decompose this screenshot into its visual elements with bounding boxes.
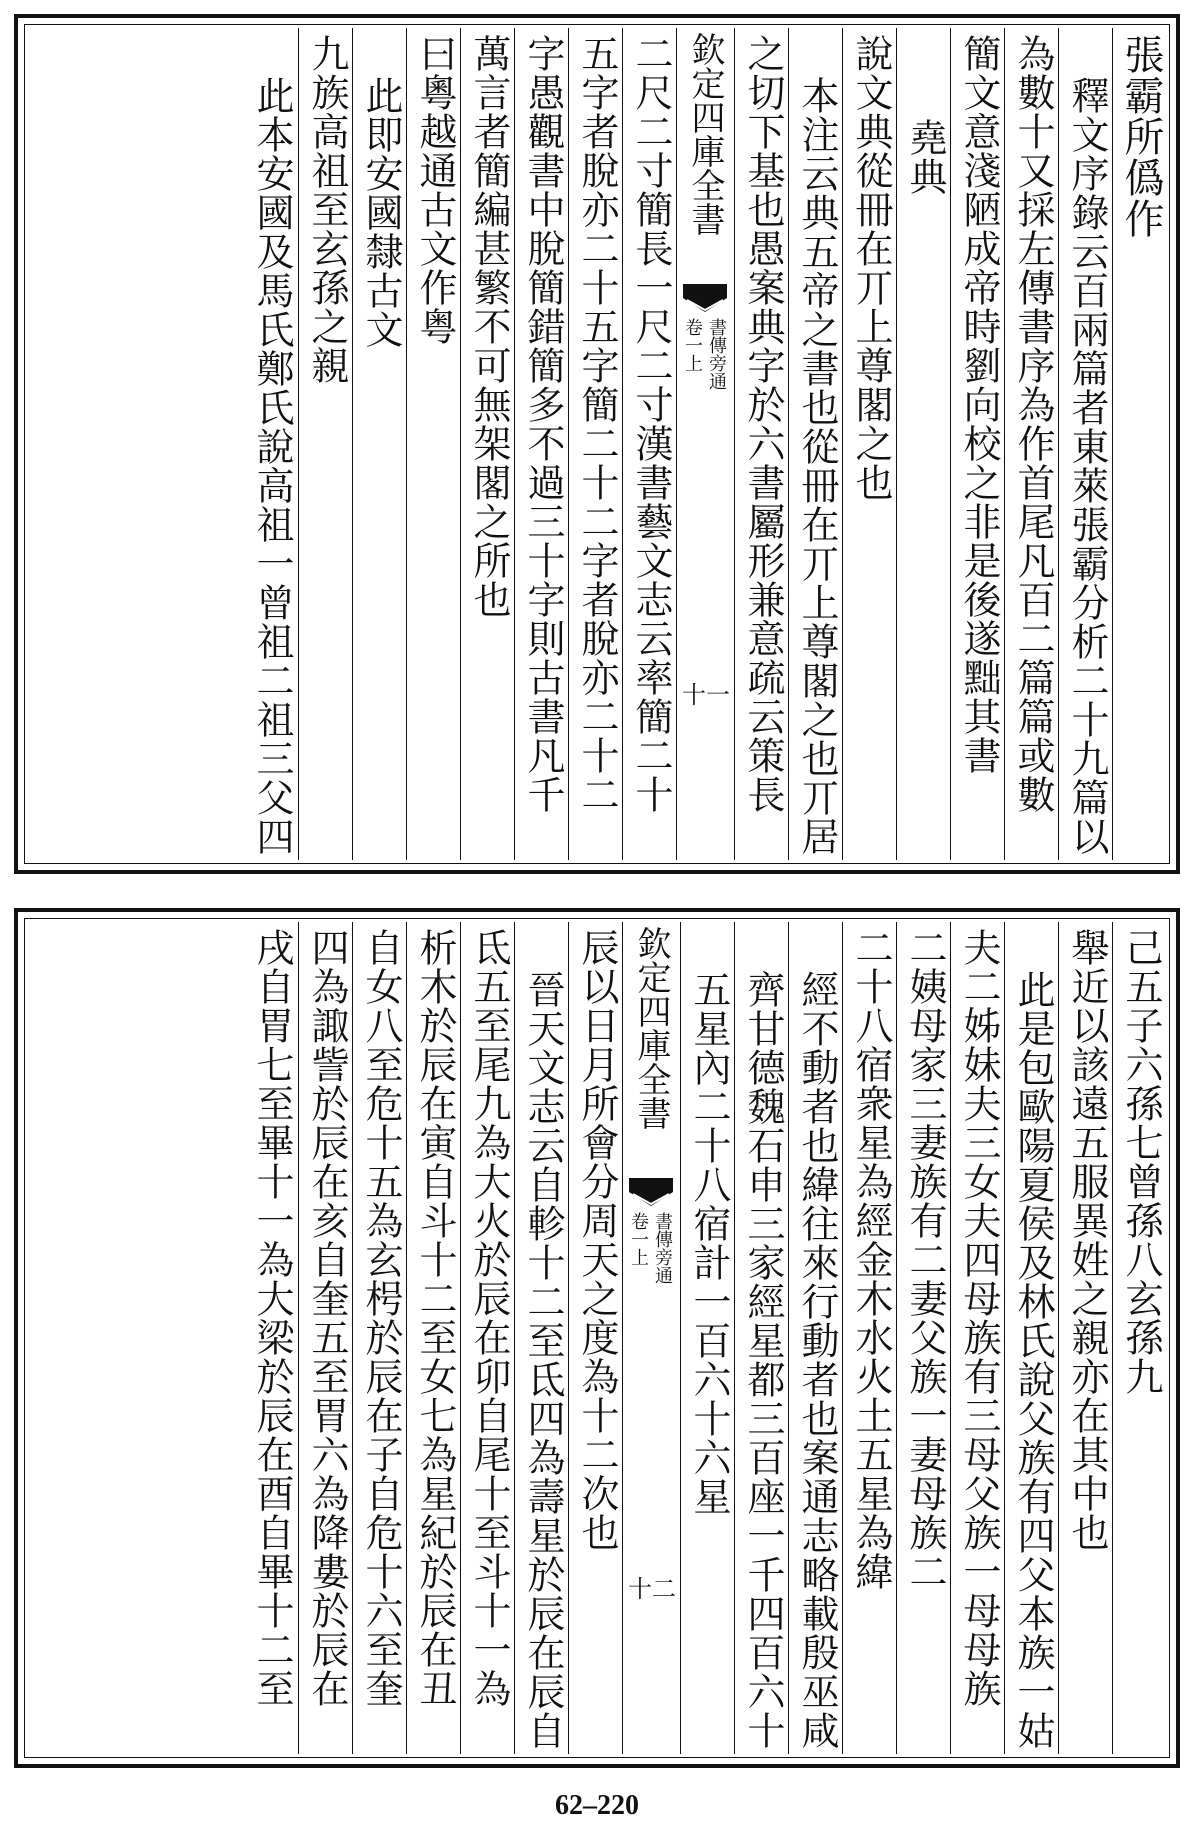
- column-text: 自女八至危十五為玄枵於辰在子自危十六至奎: [359, 928, 403, 1708]
- column-text: 四為諏訾於辰在亥自奎五至胃六為降婁於辰在: [305, 928, 349, 1708]
- text-column: [568, 922, 622, 1754]
- column-text: 經不動者也緯往來行動者也案通志略載殷巫咸: [795, 970, 839, 1750]
- leaf-number: 十一: [682, 681, 730, 709]
- column-text: 己五子六孫七曾孫八玄孫九: [1119, 928, 1163, 1396]
- text-column: [244, 922, 298, 1754]
- text-column: [352, 922, 406, 1754]
- text-column: [1058, 28, 1112, 860]
- book-title: 欽定四庫全書: [631, 926, 671, 1130]
- column-text: 齊甘德魏石申三家經星都三百座一千四百六十: [741, 970, 785, 1750]
- column-text: 五星內二十八宿計一百六十六星: [687, 970, 731, 1516]
- column-text: 曰粵越通古文作粤: [413, 34, 457, 346]
- volume-subtitle: [627, 1212, 673, 1284]
- column-text: 本注云典五帝之書也從冊在丌上尊閣之也丌居: [795, 76, 839, 856]
- column-text: 此是包歐陽夏侯及林氏說父族有四父本族一姑: [1011, 970, 1055, 1750]
- text-column: [622, 28, 676, 860]
- column-text: 為數十又採左傳書序為作首尾凡百二篇篇或數: [1011, 34, 1055, 814]
- column-text: 萬言者簡編甚繁不可無架閣之所也: [467, 34, 511, 619]
- text-column: [298, 28, 352, 860]
- column-text: 晉天文志云自軫十二至氐四為壽星於辰在辰自: [521, 970, 565, 1750]
- column-text: 簡文意淺陋成帝時劉向校之非是後遂黜其書: [957, 34, 1001, 775]
- upper-page-columns: [28, 28, 1166, 860]
- column-text: 說文典從冊在丌上尊閣之也: [849, 34, 893, 502]
- text-column: [1004, 28, 1058, 860]
- text-column: [514, 922, 568, 1754]
- column-text: 張霸所僞作: [1118, 34, 1164, 239]
- text-column: [1004, 922, 1058, 1754]
- text-column: [680, 922, 734, 1754]
- text-column: [842, 922, 896, 1754]
- lower-page: [14, 908, 1180, 1768]
- leaf-number: 十二: [628, 1575, 676, 1603]
- text-column: [460, 922, 514, 1754]
- column-text: 釋文序錄云百兩篇者東萊張霸分析二十九篇以: [1065, 76, 1109, 856]
- fishtail-mark-icon: [683, 284, 727, 312]
- column-text: 之切下基也愚案典字於六書屬形兼意疏云策長: [741, 34, 785, 814]
- column-text: 氐五至尾九為大火於辰在卯自尾十至斗十一為: [467, 928, 511, 1708]
- text-column: [406, 28, 460, 860]
- column-text: 二尺二寸簡長一尺二寸漢書藝文志云率簡二十: [629, 34, 673, 814]
- text-column: [244, 28, 298, 860]
- volume-subtitle: [681, 318, 727, 390]
- center-fold-gutter: [622, 922, 680, 1754]
- text-column: [1112, 28, 1166, 860]
- column-text: 辰以日月所會分周天之度為十二次也: [575, 928, 619, 1552]
- upper-page: [14, 14, 1180, 874]
- column-text: 析木於辰在寅自斗十二至女七為星紀於辰在丑: [413, 928, 457, 1708]
- text-column: [950, 28, 1004, 860]
- text-column: [1058, 922, 1112, 1754]
- footer-page-number: 62–220: [555, 1790, 639, 1821]
- column-text: 堯典: [903, 118, 947, 196]
- text-column: [352, 28, 406, 860]
- column-text: 夫二姊妹夫三女夫四母族有三母父族一母母族: [957, 928, 1001, 1708]
- column-text: 舉近以該遠五服異姓之親亦在其中也: [1065, 928, 1109, 1552]
- text-column: [734, 922, 788, 1754]
- book-title: 欽定四庫全書: [685, 32, 725, 236]
- text-column: [406, 922, 460, 1754]
- volume-label: 卷一上: [682, 318, 703, 372]
- volume-label: 卷一上: [628, 1212, 649, 1266]
- text-column: [842, 28, 896, 860]
- column-text: 此本安國及馬氏鄭氏說高祖一曾祖二祖三父四: [250, 76, 294, 856]
- column-text: 五字者脫亦二十五字簡二十二字者脫亦二十二: [575, 34, 619, 814]
- column-text: 二姨母家三妻族有二妻父族一妻母族二: [903, 928, 947, 1591]
- book-subtitle: 書傳旁通: [652, 1212, 673, 1284]
- column-text: 字愚觀書中脫簡錯簡多不過三十字則古書凡千: [521, 34, 565, 814]
- text-column: [788, 28, 842, 860]
- text-column: [950, 922, 1004, 1754]
- text-column: [298, 922, 352, 1754]
- center-fold-gutter: [676, 28, 734, 860]
- text-column: [1112, 922, 1166, 1754]
- book-subtitle: 書傳旁通: [706, 318, 727, 390]
- text-column: [568, 28, 622, 860]
- column-text: 此即安國隸古文: [359, 76, 403, 349]
- column-text: 二十八宿衆星為經金木水火土五星為緯: [849, 928, 893, 1591]
- text-column: [896, 28, 950, 860]
- text-column: [514, 28, 568, 860]
- column-text: 戌自胃七至畢十一為大梁於辰在酉自畢十二至: [250, 928, 294, 1708]
- text-column: [460, 28, 514, 860]
- lower-page-columns: [28, 922, 1166, 1754]
- text-column: [734, 28, 788, 860]
- column-text: 九族高祖至玄孫之親: [305, 34, 349, 385]
- fishtail-mark-icon: [629, 1178, 673, 1206]
- text-column: [896, 922, 950, 1754]
- text-column: [788, 922, 842, 1754]
